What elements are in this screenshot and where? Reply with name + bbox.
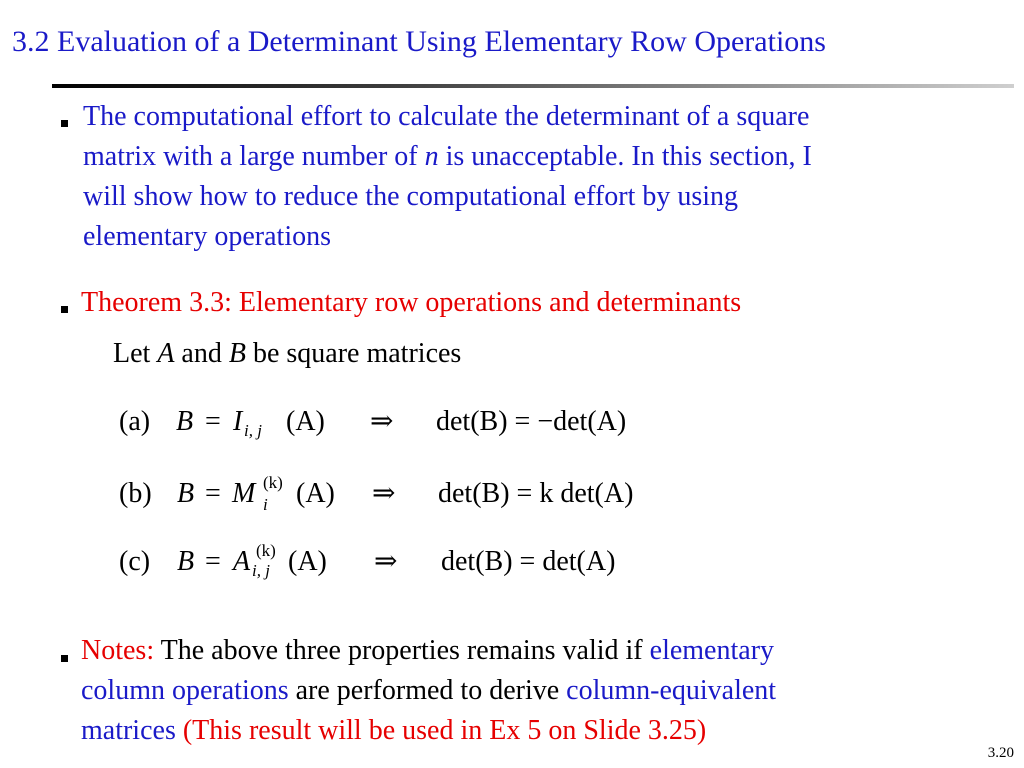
title-divider [52,84,1014,88]
intro-line-2-tail: is unacceptable. In this section, I [438,141,812,172]
bullet-marker [61,655,68,662]
intro-line-2-text: matrix with a large number of [83,141,425,172]
property-result: det(B) = k det(A) [438,478,634,509]
notes-label: Notes: [81,635,155,666]
notes-text-2: are performed to derive [288,675,567,706]
operator-superscript: (k) [263,473,283,492]
theorem-intro-and: and [174,338,229,369]
operator-script-stack [263,470,299,514]
intro-line-1: The computational effort to calculate the determinant of a square [83,101,810,132]
theorem-intro-tail: be square matrices [245,338,462,369]
operator-argument: (A) [286,406,325,437]
bullet-marker [61,306,68,313]
notes-line-1 [81,631,1001,671]
equals-sign: = [205,546,221,577]
operator-superscript: (k) [256,541,276,560]
property-lhs: B [177,546,195,577]
property-label: (b) [119,478,152,509]
notes-highlight-elementary: elementary [649,635,775,666]
notes-highlight-column-operations: column operations [81,675,289,706]
property-result: det(B) = det(A) [441,546,616,577]
intro-paragraph [83,97,1003,257]
operator-subscript: i, j [252,561,270,580]
equals-sign: = [205,478,221,509]
intro-line-3: will show how to reduce the computational effort by using [83,181,739,212]
operator-argument: (A) [296,478,335,509]
property-row-c [0,542,1024,586]
notes-highlight-column-equivalent: column-equivalent [566,675,777,706]
notes-text-1: The above three properties remains valid if [154,635,650,666]
matrix-a-symbol: A [157,338,175,369]
slide-page-number: 3.20 [987,745,1014,761]
bullet-marker [61,120,68,127]
property-row-a [0,402,1024,446]
notes-paragraph [81,631,1001,751]
property-lhs: B [176,406,194,437]
matrix-b-symbol: B [228,338,246,369]
property-result: det(B) = −det(A) [436,406,627,437]
property-label: (c) [119,546,151,577]
operator-scripts [263,470,299,514]
notes-line-3 [81,711,1001,751]
operator-subscript: i, j [244,421,262,440]
implies-arrow: ⇒ [372,478,396,509]
elementary-operator: M [232,478,256,509]
operator-subscript: i [263,495,268,514]
notes-line-2 [81,671,1001,711]
property-lhs: B [177,478,195,509]
operator-argument: (A) [288,546,327,577]
notes-highlight-matrices: matrices [81,715,176,746]
variable-n: n [424,141,439,172]
property-label: (a) [119,406,151,437]
theorem-intro [113,334,461,374]
operator-script-stack [244,420,280,460]
notes-remark: (This result will be used in Ex 5 on Slide 3.25) [175,715,707,746]
operator-scripts [252,540,288,580]
implies-arrow: ⇒ [374,546,398,577]
operator-script-stack [252,540,288,580]
property-row-b [0,474,1024,518]
slide-title: 3.2 Evaluation of a Determinant Using Elementary Row Operations [12,25,826,58]
implies-arrow: ⇒ [370,406,394,437]
theorem-heading: Theorem 3.3: Elementary row operations and determinants [81,287,742,318]
theorem-intro-let: Let [113,338,158,369]
intro-line-4: elementary operations [83,221,332,252]
intro-line-2 [83,137,1003,177]
operator-scripts [244,420,280,460]
elementary-operator: I [233,406,243,437]
elementary-operator: A [233,546,251,577]
equals-sign: = [205,406,221,437]
